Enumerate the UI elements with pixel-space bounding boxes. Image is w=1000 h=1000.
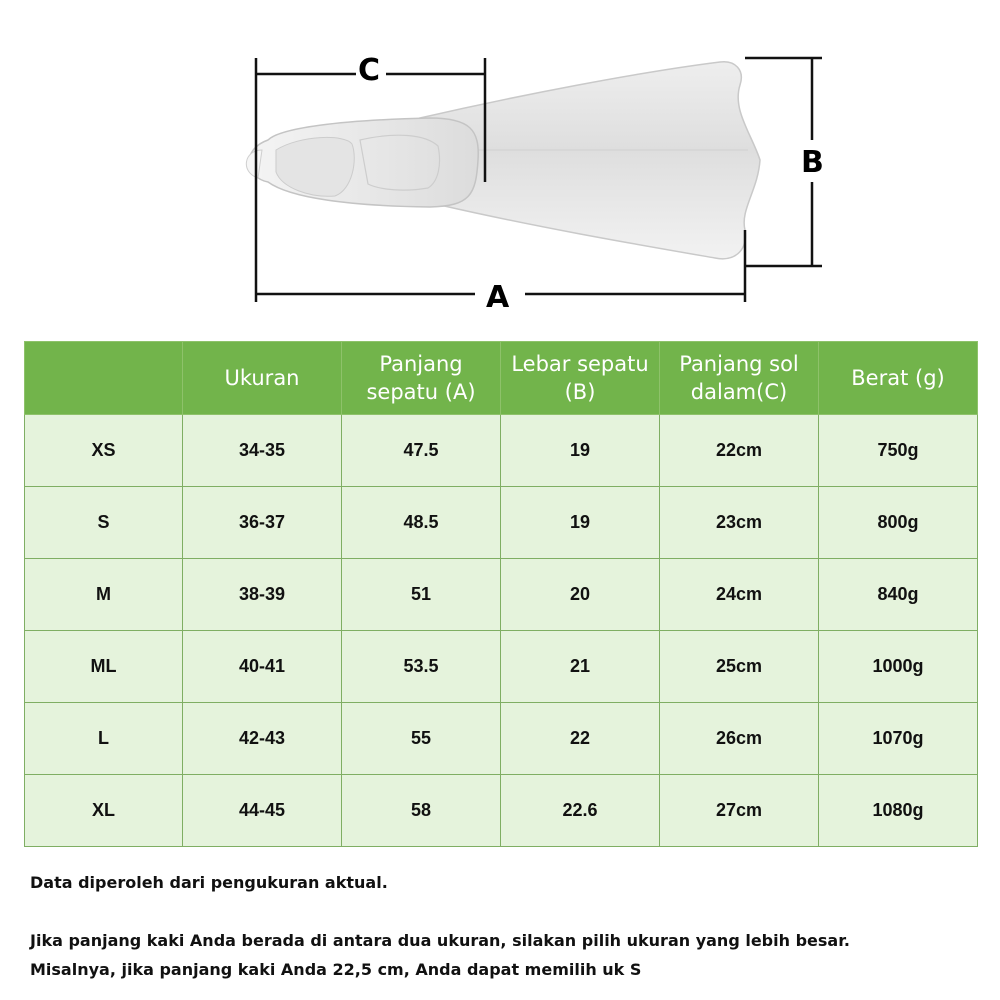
cell-size: ML xyxy=(25,631,183,703)
cell-lebar-sepatu: 22 xyxy=(501,703,660,775)
cell-berat: 840g xyxy=(819,559,978,631)
cell-berat: 1000g xyxy=(819,631,978,703)
cell-ukuran: 38-39 xyxy=(183,559,342,631)
header-berat: Berat (g) xyxy=(819,342,978,415)
header-size-code xyxy=(25,342,183,415)
cell-berat: 800g xyxy=(819,487,978,559)
header-ukuran: Ukuran xyxy=(183,342,342,415)
cell-size: XL xyxy=(25,775,183,847)
table-row xyxy=(25,415,978,487)
cell-lebar-sepatu: 21 xyxy=(501,631,660,703)
cell-panjang-sol: 22cm xyxy=(660,415,819,487)
fin-image xyxy=(246,62,760,259)
cell-panjang-sepatu: 48.5 xyxy=(342,487,501,559)
cell-panjang-sepatu: 55 xyxy=(342,703,501,775)
cell-lebar-sepatu: 19 xyxy=(501,487,660,559)
note-size-advice: Jika panjang kaki Anda berada di antara dua ukuran, silakan pilih ukuran yang lebih besar. xyxy=(30,931,850,950)
dimension-label-a: A xyxy=(486,280,510,315)
cell-size: S xyxy=(25,487,183,559)
dimension-label-b: B xyxy=(801,145,824,180)
cell-ukuran: 42-43 xyxy=(183,703,342,775)
cell-panjang-sol: 23cm xyxy=(660,487,819,559)
header-panjang-sol: Panjang sol dalam(C) xyxy=(660,342,819,415)
cell-lebar-sepatu: 22.6 xyxy=(501,775,660,847)
table-row xyxy=(25,775,978,847)
header-lebar-sepatu: Lebar sepatu (B) xyxy=(501,342,660,415)
table-row xyxy=(25,487,978,559)
header-panjang-sepatu: Panjang sepatu (A) xyxy=(342,342,501,415)
size-table xyxy=(24,341,978,847)
cell-berat: 750g xyxy=(819,415,978,487)
cell-ukuran: 44-45 xyxy=(183,775,342,847)
cell-panjang-sepatu: 58 xyxy=(342,775,501,847)
note-data-source: Data diperoleh dari pengukuran aktual. xyxy=(30,873,388,892)
cell-panjang-sepatu: 47.5 xyxy=(342,415,501,487)
cell-size: L xyxy=(25,703,183,775)
cell-berat: 1070g xyxy=(819,703,978,775)
cell-panjang-sol: 24cm xyxy=(660,559,819,631)
cell-lebar-sepatu: 19 xyxy=(501,415,660,487)
table-row xyxy=(25,559,978,631)
table-row xyxy=(25,703,978,775)
cell-panjang-sepatu: 51 xyxy=(342,559,501,631)
cell-size: XS xyxy=(25,415,183,487)
table-row xyxy=(25,631,978,703)
cell-panjang-sol: 26cm xyxy=(660,703,819,775)
cell-size: M xyxy=(25,559,183,631)
cell-panjang-sol: 27cm xyxy=(660,775,819,847)
cell-panjang-sol: 25cm xyxy=(660,631,819,703)
note-example: Misalnya, jika panjang kaki Anda 22,5 cm, Anda dapat memilih uk S xyxy=(30,960,642,979)
cell-ukuran: 36-37 xyxy=(183,487,342,559)
cell-panjang-sepatu: 53.5 xyxy=(342,631,501,703)
cell-ukuran: 40-41 xyxy=(183,631,342,703)
cell-berat: 1080g xyxy=(819,775,978,847)
table-header-row xyxy=(25,342,978,415)
cell-lebar-sepatu: 20 xyxy=(501,559,660,631)
cell-ukuran: 34-35 xyxy=(183,415,342,487)
dimension-label-c: C xyxy=(358,53,381,88)
